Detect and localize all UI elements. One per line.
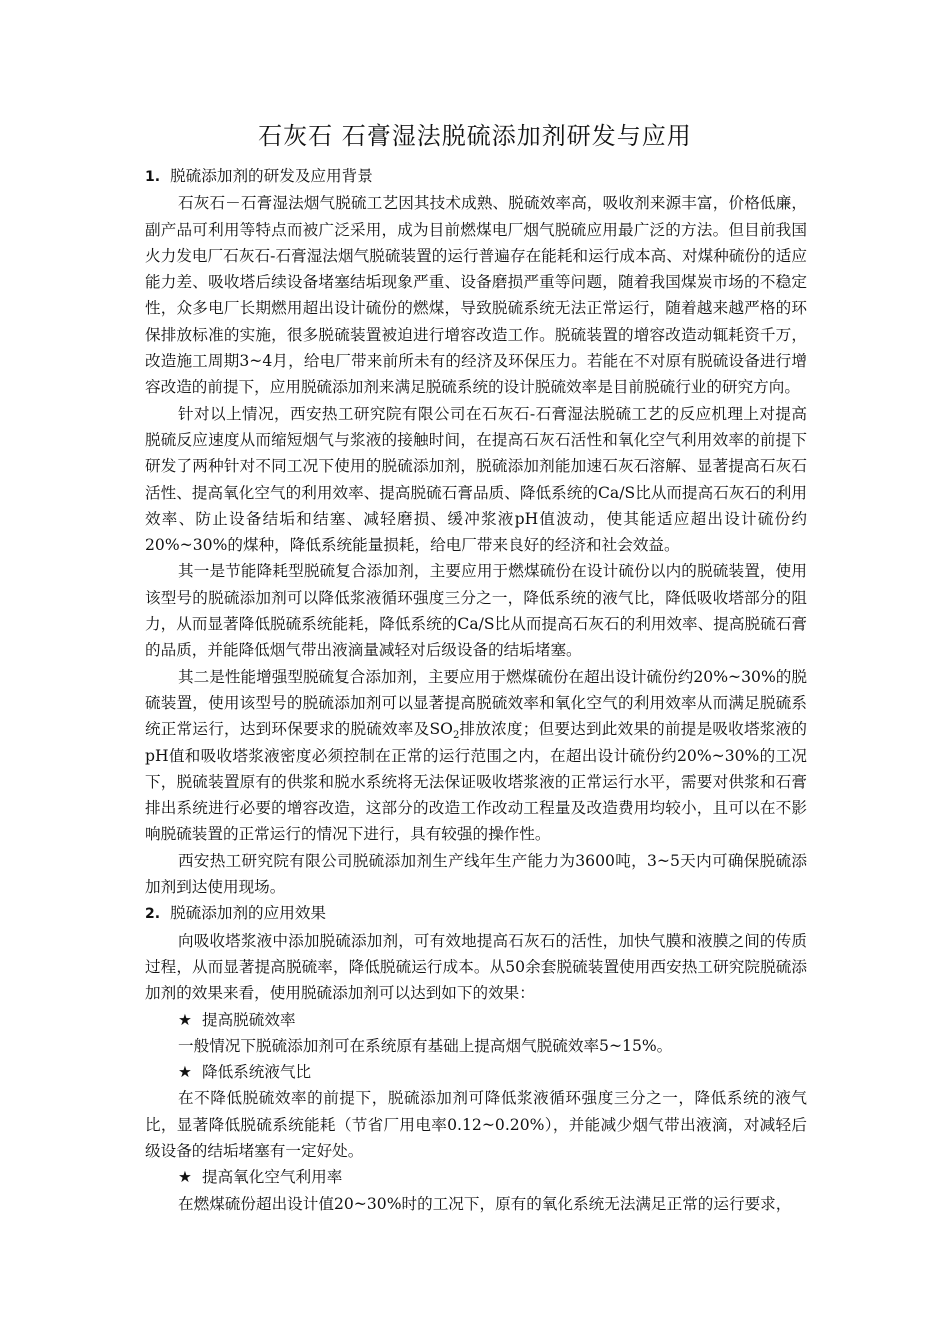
star-icon: ★	[178, 1168, 192, 1187]
paragraph: 石灰石－石膏湿法烟气脱硫工艺因其技术成熟、脱硫效率高，吸收剂来源丰富，价格低廉，副产品可利用等特点而被广泛采用，成为目前燃煤电厂烟气脱硫应用最广泛的方法。但目前我国火力发电厂石灰石-石膏湿法烟气脱硫装置的运行普遍存在能耗和运行成本高、对煤种硫份的适应能力差、吸收塔后续设备堵塞结垢现象严重、设备磨损严重等问题，随着我国煤炭市场的不稳定性，众多电厂长期燃用超出设计硫份的燃煤，导致脱硫系统无法正常运行，随着越来越严格的环保排放标准的实施，很多脱硫装置被迫进行增容改造工作。脱硫装置的增容改造动辄耗资千万，改造施工周期3~4月，给电厂带来前所未有的经济及环保压力。若能在不对原有脱硫设备进行增容改造的前提下，应用脱硫添加剂来满足脱硫系统的设计脱硫效率是目前脱硫行业的研究方向。	[145, 194, 807, 397]
section-number: 2.	[145, 906, 161, 923]
bullet-item	[145, 1007, 807, 1033]
bullet-label: 提高氧化空气利用率	[201, 1168, 343, 1187]
document-body	[145, 163, 807, 1217]
paragraph: 针对以上情况，西安热工研究院有限公司在石灰石-石膏湿法脱硫工艺的反应机理上对提高脱硫反应速度从而缩短烟气与浆液的接触时间，在提高石灰石活性和氧化空气利用效率的前提下研发了两种针对不同工况下使用的脱硫添加剂，脱硫添加剂能加速石灰石溶解、显著提高石灰石活性、提高氧化空气的利用效率、提高脱硫石膏品质、降低系统的Ca/S比从而提高石灰石的利用效率、防止设备结垢和结塞、减轻磨损、缓冲浆液pH值波动，使其能适应超出设计硫份约20%~30%的煤种，降低系统能量损耗，给电厂带来良好的经济和社会效益。	[145, 404, 807, 555]
paragraph: 向吸收塔浆液中添加脱硫添加剂，可有效地提高石灰石的活性，加快气膜和液膜之间的传质过程，从而显著提高脱硫率，降低脱硫运行成本。从50余套脱硫装置使用西安热工研究院脱硫添加剂的效果来看，使用脱硫添加剂可以达到如下的效果：	[145, 931, 807, 1003]
paragraph: 一般情况下脱硫添加剂可在系统原有基础上提高烟气脱硫效率5~15%。	[178, 1036, 673, 1055]
page-title: 石灰石 石膏湿法脱硫添加剂研发与应用	[258, 122, 692, 150]
paragraph-text: 其二是性能增强型脱硫复合添加剂，主要应用于燃煤硫份在超出设计硫份约20%~30%的脱硫装置，使用该型号的脱硫添加剂可以显著提高脱硫效率和氧化空气的利用效率从而满足脱硫系统正常运行，达到环保要求的脱硫效率及SO	[145, 667, 807, 739]
bullet-item	[145, 1059, 807, 1085]
bullet-label: 降低系统液气比	[201, 1063, 312, 1082]
section-title: 脱硫添加剂的应用效果	[170, 904, 327, 923]
paragraph-text: 排放浓度；但要达到此效果的前提是吸收塔浆液的pH值和吸收塔浆液密度必须控制在正常的运行范围之内，在超出设计硫份约20%~30%的工况下，脱硫装置原有的供浆和脱水系统将无法保证吸收塔浆液的正常运行水平，需要对供浆和石膏排出系统进行必要的增容改造，这部分的改造工作改动工程量及改造费用均较小，且可以在不影响脱硫装置的正常运行的情况下进行，具有较强的操作性。	[145, 720, 807, 844]
star-icon: ★	[178, 1010, 192, 1029]
section-2-heading	[145, 900, 807, 927]
bullet-label: 提高脱硫效率	[201, 1010, 296, 1029]
paragraph: 在不降低脱硫效率的前提下，脱硫添加剂可降低浆液循环强度三分之一，降低系统的液气比，显著降低脱硫系统能耗（节省厂用电率0.12~0.20%），并能减少烟气带出液滴，对减轻后级设备的结垢堵塞有一定好处。	[145, 1089, 807, 1160]
paragraph: 西安热工研究院有限公司脱硫添加剂生产线年生产能力为3600吨，3~5天内可确保脱硫添加剂到达使用现场。	[145, 851, 807, 897]
star-icon: ★	[178, 1063, 192, 1082]
paragraph: 在燃煤硫份超出设计值20~30%时的工况下，原有的氧化系统无法满足正常的运行要求，	[178, 1194, 792, 1213]
section-number: 1.	[145, 169, 161, 185]
subscript: 2	[452, 730, 460, 742]
bullet-item	[145, 1164, 807, 1190]
paragraph: 其一是节能降耗型脱硫复合添加剂，主要应用于燃煤硫份在设计硫份以内的脱硫装置，使用该型号的脱硫添加剂可以降低浆液循环强度三分之一，降低系统的液气比，降低吸收塔部分的阻力，从而显著降低脱硫系统能耗，降低系统的Ca/S比从而提高石灰石的利用效率、提高脱硫石膏的品质，并能降低烟气带出液滴量减轻对后级设备的结垢堵塞。	[145, 562, 807, 660]
paragraph	[145, 664, 807, 848]
section-title: 脱硫添加剂的研发及应用背景	[170, 167, 373, 185]
section-1-heading	[145, 163, 807, 190]
